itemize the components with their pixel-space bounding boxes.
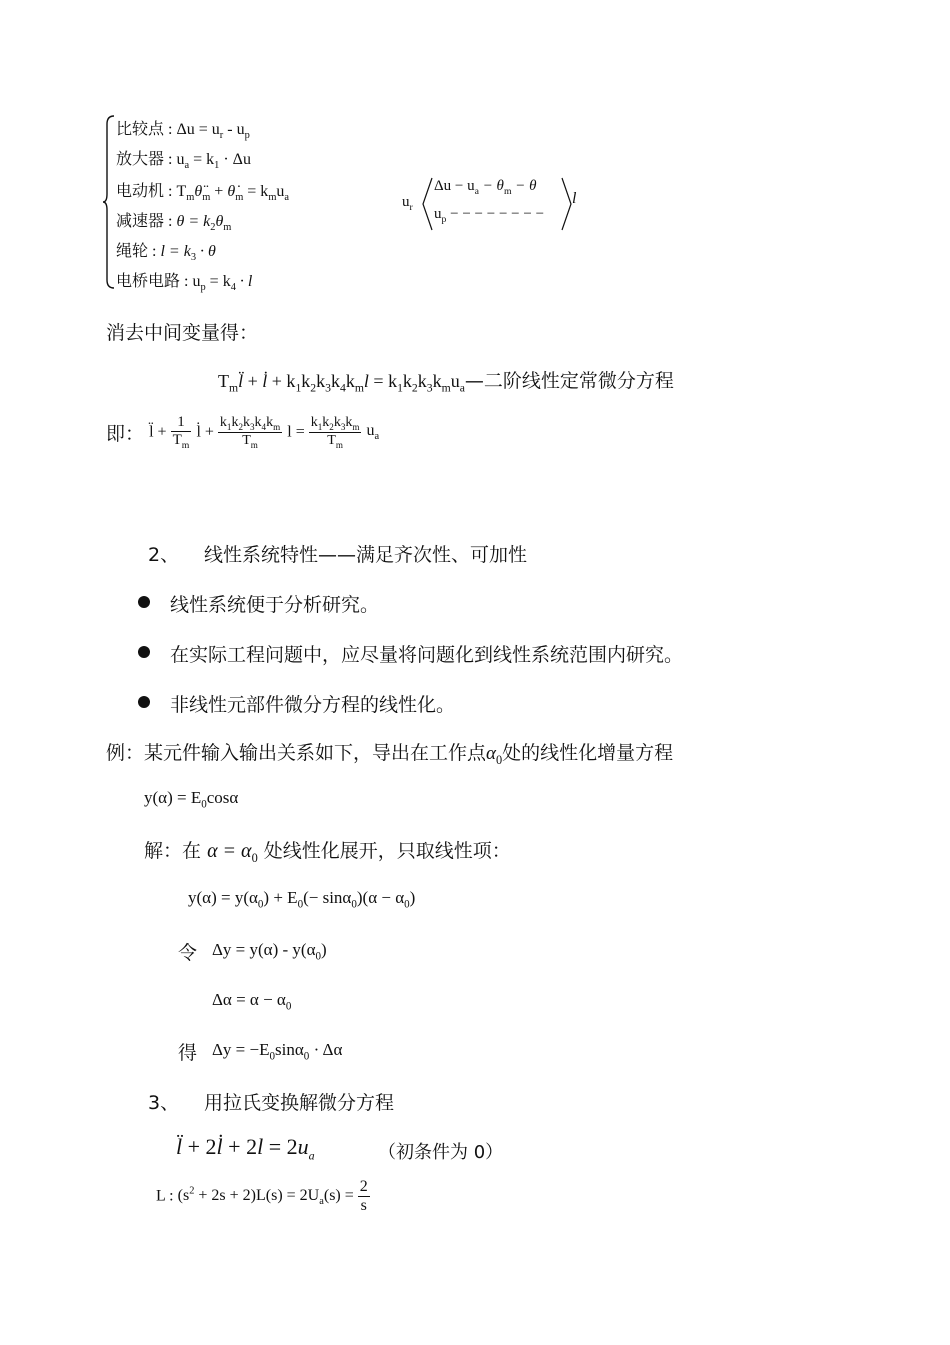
equation-bridge: 电桥电路 : $u_p = k_4 \cdot l$: [116, 271, 253, 294]
bullet-text-1: 线性系统便于分析研究。: [170, 594, 380, 616]
let-label: 令: [178, 942, 198, 964]
bullet-dot-2: [138, 646, 150, 658]
equation-reducer: 减速器 : $\theta = k_2\theta_m$: [116, 211, 232, 234]
equation-comparator: 比较点 : $\Delta u = u_r - u_p$: [116, 119, 250, 142]
equation-motor: 电动机 : $T_m\thetä_m$ + $\thetȧ_m = k_mu_a$: [116, 181, 290, 204]
left-brace: [102, 114, 116, 290]
solution-statement: 解：在 $\alpha = \alpha_0$ 处线性化展开，只取线性项：: [144, 840, 511, 865]
section-3-title: 用拉氏变换解微分方程: [204, 1092, 395, 1114]
taylor-expansion: $y(\alpha) = y(\alpha_0) + E_0(- \sin\alpha_0)(\alpha - \alpha_0)$: [188, 888, 416, 911]
bullet-dot-1: [138, 596, 150, 608]
ode-equation: l̈ + 2l̇ + $2l = 2u_a$: [176, 1134, 315, 1163]
eliminate-text: 消去中间变量得：: [106, 322, 259, 344]
diagram-left-angle: [420, 176, 434, 232]
get-label: 得: [178, 1042, 198, 1064]
linearized-result: $\Delta y = -E_0\sin\alpha_0 \cdot \Delta\alpha$: [212, 1040, 343, 1063]
laplace-equation: L : $(s^2 + 2s + 2)L(s) = 2U_a(s)$ = $\frac{2}{s}$: [156, 1178, 368, 1214]
bullet-text-2: 在实际工程问题中，应尽量将问题化到线性系统范围内研究。: [170, 644, 684, 666]
section-2-title: 线性系统特性——满足齐次性、可加性: [204, 544, 528, 566]
section-3-number: 3、: [148, 1092, 180, 1114]
delta-alpha-definition: $\Delta\alpha = \alpha - \alpha_0$: [212, 990, 292, 1013]
initial-condition: （初条件为 0）: [378, 1142, 504, 1163]
diagram-input: $u_r$: [402, 194, 413, 213]
section-2-number: 2、: [148, 544, 180, 566]
equation-pulley: 绳轮 : $l = k_3 \cdot \theta$: [116, 241, 216, 264]
bullet-dot-3: [138, 696, 150, 708]
delta-y-definition: $\Delta y = y(\alpha) - y(\alpha_0)$: [212, 940, 327, 963]
diagram-bottom-line: $u_p$ − − − − − − − −: [434, 206, 545, 225]
y-definition: $y(\alpha) = E_0\cos\alpha$: [144, 788, 239, 811]
normalized-equation: 即： l̈ + $\frac{1}{T_m}$ l̇ + $\frac{k_1k_2k_3k_4k_m}{T_m}$ l = $\frac{k_1k_2k_3k_m}{T_m}$ $u_a$: [106, 414, 380, 451]
second-order-equation: $T_ml̈$ + l̇ + $k_1k_2k_3k_4k_ml$ = $k_1k_2k_3k_mu_a—$二阶线性定常微分方程: [218, 370, 674, 395]
diagram-output: l: [572, 190, 577, 207]
equation-amplifier: 放大器 : $u_a = k_1 \cdot \Delta u$: [116, 149, 251, 172]
diagram-top-line: $\Delta u - u_a - \theta_m - \theta$: [434, 178, 537, 197]
example-statement: 例：某元件输入输出关系如下，导出在工作点$\alpha_0$处的线性化增量方程: [106, 742, 674, 767]
bullet-text-3: 非线性元部件微分方程的线性化。: [170, 694, 456, 716]
